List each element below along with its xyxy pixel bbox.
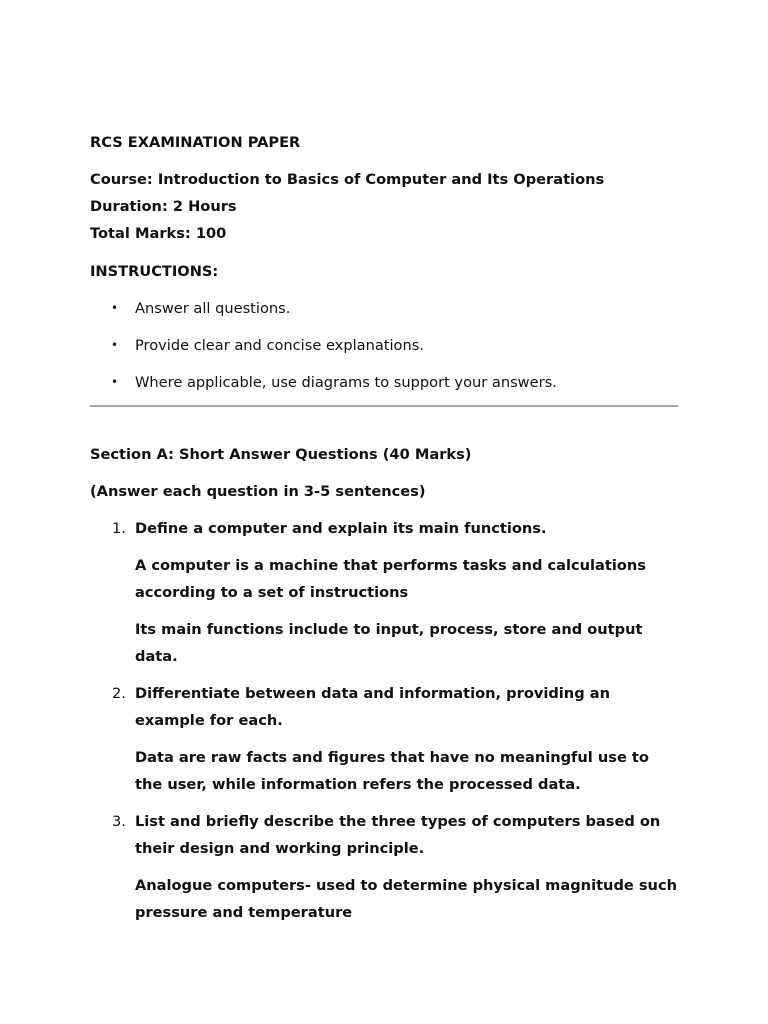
- instructions-heading: INSTRUCTIONS:: [90, 263, 219, 280]
- total-marks-line: Total Marks: 100: [90, 225, 227, 242]
- questions-list: [90, 515, 678, 926]
- question-item: [90, 515, 678, 670]
- bullet-icon: •: [111, 375, 119, 389]
- course-line: Course: Introduction to Basics of Computer and Its Operations: [90, 171, 605, 188]
- duration-line: Duration: 2 Hours: [90, 198, 237, 215]
- answer-text: Analogue computers- used to determine physical magnitude such pressure and temperature: [135, 877, 677, 921]
- answer-text: Its main functions include to input, process, store and output data.: [135, 621, 643, 665]
- question-item: [90, 680, 678, 798]
- instruction-item: [90, 369, 678, 396]
- bullet-icon: •: [111, 301, 119, 315]
- question-number: 1.: [112, 520, 126, 537]
- document-title: RCS EXAMINATION PAPER: [90, 134, 301, 151]
- bullet-icon: •: [111, 338, 119, 352]
- question-text: Define a computer and explain its main functions.: [135, 520, 547, 537]
- instruction-item: [90, 332, 678, 359]
- question-text: Differentiate between data and information, providing an example for each.: [135, 685, 610, 729]
- section-a-note: (Answer each question in 3-5 sentences): [90, 483, 426, 500]
- question-item: [90, 808, 678, 926]
- answer-text: Data are raw facts and figures that have no meaningful use to the user, while information refers the processed data.: [135, 749, 649, 793]
- horizontal-divider: [90, 405, 678, 407]
- instruction-text: Answer all questions.: [135, 300, 291, 317]
- answer-text: A computer is a machine that performs tasks and calculations according to a set of instructions: [135, 557, 646, 601]
- instruction-text: Provide clear and concise explanations.: [135, 337, 424, 354]
- instruction-text: Where applicable, use diagrams to support your answers.: [135, 374, 557, 391]
- exam-paper: [90, 129, 678, 936]
- instructions-list: [90, 295, 678, 396]
- instruction-item: [90, 295, 678, 322]
- question-number: 2.: [112, 685, 126, 702]
- section-a-heading: Section A: Short Answer Questions (40 Marks): [90, 446, 472, 463]
- question-text: List and briefly describe the three types of computers based on their design and working principle.: [135, 813, 661, 857]
- question-number: 3.: [112, 813, 126, 830]
